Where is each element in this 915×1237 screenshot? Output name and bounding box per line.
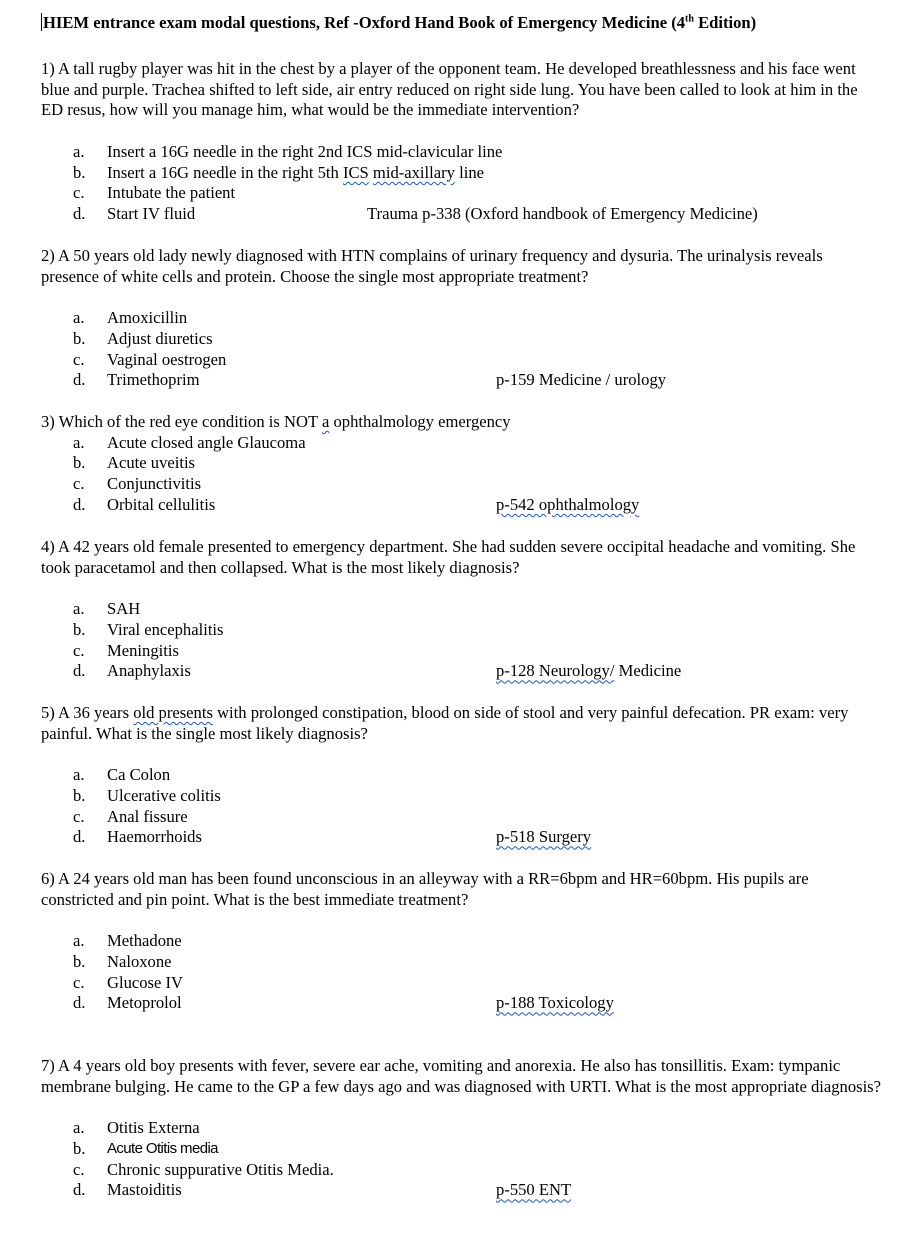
option-text: Naloxone [107, 952, 172, 972]
option-d [41, 495, 881, 516]
option-text: Glucose IV [107, 972, 184, 992]
option-b [41, 1139, 881, 1160]
spellcheck-mark: mid-axillary [372, 162, 455, 182]
option-text: Insert a 16G needle in the right 2nd ICS mid-clavicular line [107, 142, 503, 162]
option-d [41, 1180, 881, 1201]
option-b [41, 329, 881, 350]
option-text [107, 163, 484, 184]
option-text: Trimethoprim [107, 370, 200, 390]
option-letter: d. [73, 661, 86, 681]
question-text: 6) A 24 years old man has been found unconscious in an alleyway with a RR=6bpm and HR=60bpm. His pupils are constricted and pin point. What is the best immediate treatment? [41, 869, 809, 909]
options-list [41, 433, 881, 516]
question-text-part: with prolonged constipation, blood on side of stool and very painful defecation. PR exam: very painful. What is the single most likely diagnosis? [41, 703, 849, 743]
question-text [41, 412, 881, 433]
option-letter: a. [73, 599, 85, 619]
option-letter: d. [73, 827, 86, 847]
question-5 [41, 703, 881, 848]
page-reference-part: p-128 Neurology/ [496, 661, 615, 681]
spellcheck-mark: old presents [133, 703, 213, 722]
option-letter: a. [73, 1118, 85, 1138]
options-list [41, 1118, 881, 1201]
question-2 [41, 246, 881, 391]
option-c [41, 807, 881, 828]
option-b [41, 620, 881, 641]
option-text: Meningitis [107, 640, 179, 660]
option-c [41, 641, 881, 662]
question-text: 2) A 50 years old lady newly diagnosed with HTN complains of urinary frequency and dysuria. The urinalysis reveals presence of white cells and protein. Choose the single most appropriate treatment? [41, 246, 823, 286]
option-letter: c. [73, 806, 85, 826]
option-letter: b. [73, 1139, 86, 1159]
option-text: Adjust diuretics [107, 329, 213, 349]
page-reference-part: Medicine [614, 661, 682, 681]
option-text: Metoprolol [107, 993, 182, 1013]
option-text: Chronic suppurative Otitis Media. [107, 1159, 334, 1179]
spellcheck-mark: ICS [342, 162, 369, 182]
option-text: Otitis Externa [107, 1118, 200, 1138]
question-text-part: 3) Which of the red eye condition is NOT [41, 412, 322, 431]
option-c [41, 183, 881, 204]
question-text: 7) A 4 years old boy presents with fever, severe ear ache, vomiting and anorexia. He also has tonsillitis. Exam: tympanic membrane bulging. He came to the GP a few days ago and was diagnosed with URTI. What is the most appropriate diagnosis? [41, 1056, 882, 1096]
question-text [41, 703, 881, 744]
question-1 [41, 59, 881, 225]
option-letter: d. [73, 204, 86, 224]
title-suffix: Edition) [693, 13, 757, 32]
option-letter: c. [73, 349, 85, 369]
option-letter: d. [73, 494, 86, 514]
option-b [41, 453, 881, 474]
options-list [41, 599, 881, 682]
option-text: Acute Otitis media [107, 1140, 218, 1158]
question-text: 4) A 42 years old female presented to emergency department. She had sudden severe occipital headache and vomiting. She took paracetamol and then collapsed. What is the most likely diagnosis? [41, 537, 856, 577]
option-a [41, 931, 881, 952]
question-text-part: 5) A 36 years [41, 703, 134, 722]
page-reference: p-188 Toxicology [496, 993, 614, 1013]
option-text: Vaginal oestrogen [107, 349, 227, 369]
option-text: Acute uveitis [107, 453, 196, 473]
option-letter: b. [73, 952, 86, 972]
option-letter: a. [73, 931, 85, 951]
option-c [41, 973, 881, 994]
option-a [41, 765, 881, 786]
option-text: Acute closed angle Glaucoma [107, 432, 306, 452]
option-c [41, 474, 881, 495]
question-6 [41, 869, 881, 1014]
page-reference: Trauma p-338 (Oxford handbook of Emergency Medicine) [367, 204, 758, 224]
option-text: Haemorrhoids [107, 827, 202, 847]
option-text: Viral encephalitis [107, 620, 224, 640]
option-d [41, 827, 881, 848]
option-b [41, 786, 881, 807]
text-cursor [41, 13, 42, 31]
options-list [41, 765, 881, 848]
option-letter: b. [73, 786, 86, 806]
page-reference: p-159 Medicine / urology [496, 370, 667, 390]
option-c [41, 1160, 881, 1181]
option-b [41, 952, 881, 973]
option-letter: c. [73, 1159, 85, 1179]
option-a [41, 1118, 881, 1139]
option-text: Ulcerative colitis [107, 786, 221, 806]
option-letter: c. [73, 640, 85, 660]
option-d [41, 370, 881, 391]
option-b [41, 163, 881, 184]
option-d [41, 204, 881, 225]
option-letter: c. [73, 972, 85, 992]
option-letter: a. [73, 765, 85, 785]
page-reference: p-550 ENT [496, 1180, 572, 1200]
option-text: Ca Colon [107, 765, 171, 785]
page-reference [496, 661, 681, 682]
title-main: HIEM entrance exam modal questions, Ref -Oxford Hand Book of Emergency Medicine (4 [43, 13, 686, 32]
page-reference: p-542 ophthalmology [496, 494, 640, 514]
question-text-part: ophthalmology emergency [329, 412, 511, 431]
question-4 [41, 537, 881, 682]
option-a [41, 599, 881, 620]
option-d [41, 993, 881, 1014]
option-text: Methadone [107, 931, 182, 951]
option-letter: a. [73, 308, 85, 328]
option-text-part: Insert a 16G needle in the right 5th [107, 162, 343, 182]
option-text: Conjunctivitis [107, 474, 202, 494]
option-text: Intubate the patient [107, 183, 236, 203]
option-a [41, 433, 881, 454]
option-text: Orbital cellulitis [107, 494, 216, 514]
option-letter: b. [73, 620, 86, 640]
option-letter: b. [73, 453, 86, 473]
option-text-part: line [454, 162, 484, 182]
document-title [41, 12, 756, 34]
option-d [41, 661, 881, 682]
spellcheck-mark: a [321, 412, 330, 431]
option-letter: d. [73, 993, 86, 1013]
option-text: Amoxicillin [107, 308, 188, 328]
question-3 [41, 412, 881, 515]
option-a [41, 142, 881, 163]
options-list [41, 142, 881, 225]
option-letter: a. [73, 142, 85, 162]
question-text: 1) A tall rugby player was hit in the chest by a player of the opponent team. He developed breathlessness and his face went blue and purple. Trachea shifted to left side, air entry reduced on right side lung. You have been called to look at him in the ED resus, how will you manage him, what would be the immediate intervention? [41, 59, 858, 120]
option-letter: b. [73, 162, 86, 182]
option-letter: c. [73, 183, 85, 203]
option-c [41, 350, 881, 371]
options-list [41, 308, 881, 391]
option-letter: c. [73, 474, 85, 494]
option-text: Mastoiditis [107, 1180, 182, 1200]
page-reference: p-518 Surgery [496, 827, 592, 847]
option-a [41, 308, 881, 329]
option-letter: d. [73, 370, 86, 390]
question-7 [41, 1056, 881, 1201]
option-letter: a. [73, 432, 85, 452]
option-text: Start IV fluid [107, 204, 196, 224]
option-letter: b. [73, 329, 86, 349]
options-list [41, 931, 881, 1014]
option-letter: d. [73, 1180, 86, 1200]
option-text: SAH [107, 599, 141, 619]
option-text: Anaphylaxis [107, 661, 191, 681]
title-superscript: th [685, 13, 694, 25]
option-text: Anal fissure [107, 806, 188, 826]
